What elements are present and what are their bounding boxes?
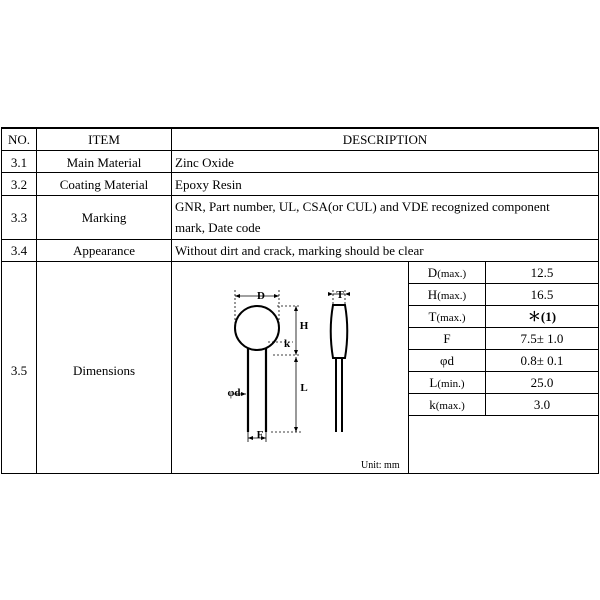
- dim-row-d-value: 12.5: [530, 265, 554, 280]
- dim-row-t-label: [409, 309, 485, 326]
- label-h: H: [299, 320, 309, 332]
- dim-row-h-label: [409, 287, 485, 304]
- dim-param: F: [443, 331, 451, 346]
- label-f: F: [256, 429, 264, 441]
- col-divider-item: [171, 127, 172, 474]
- row-3-3-item: Marking: [81, 210, 127, 225]
- dim-row-rule-2: [408, 305, 598, 306]
- dim-row-l-label: [409, 375, 485, 392]
- dim-param: H: [427, 287, 438, 302]
- dim-param: k: [429, 397, 436, 412]
- label-l: L: [300, 382, 308, 394]
- row-3-5-item: Dimensions: [72, 363, 136, 378]
- table-header-rule: [1, 150, 599, 151]
- row-rule-3-1: [1, 172, 599, 173]
- table-right-border: [598, 127, 599, 474]
- row-3-1-no: 3.1: [10, 155, 28, 170]
- row-3-4-item: Appearance: [72, 243, 136, 258]
- dim-param: φd: [439, 353, 454, 368]
- row-3-1-description: Zinc Oxide: [175, 155, 234, 170]
- dim-row-k-value: 3.0: [533, 397, 551, 412]
- header-no: NO.: [7, 132, 31, 147]
- dim-qual: (max.): [437, 268, 467, 280]
- dim-row-rule-3: [408, 327, 598, 328]
- label-phi-d: φd: [227, 387, 241, 399]
- dim-row-l-value: 25.0: [530, 375, 554, 390]
- dim-param: D: [427, 265, 438, 280]
- dim-row-rule-5: [408, 371, 598, 372]
- dim-row-phid-value: 0.8± 0.1: [520, 353, 564, 368]
- row-3-3-description-line-2: mark, Date code: [175, 220, 261, 235]
- label-d: D: [257, 290, 265, 302]
- d-arrow-left: [235, 294, 240, 298]
- row-3-2-item: Coating Material: [59, 177, 149, 192]
- dim-row-rule-7: [408, 415, 598, 416]
- h-arrow-top: [294, 306, 298, 311]
- row-3-3-description-line-1: GNR, Part number, UL, CSA(or CUL) and VDE recognized component: [175, 199, 550, 214]
- header-description: DESCRIPTION: [342, 132, 428, 147]
- dim-row-phid-label: [409, 353, 485, 370]
- row-3-2-no: 3.2: [10, 177, 28, 192]
- varistor-dimension-drawing: [173, 262, 409, 474]
- row-3-3-no: 3.3: [10, 210, 28, 225]
- dim-qual: (max.): [437, 290, 467, 302]
- dim-row-h-value: 16.5: [530, 287, 554, 302]
- row-3-4-description: Without dirt and crack, marking should be clear: [175, 243, 424, 258]
- dim-qual: (max.): [436, 312, 466, 324]
- l-arrow-bottom: [294, 427, 298, 432]
- dim-param: L: [429, 375, 438, 390]
- t-arrow-left: [328, 292, 333, 296]
- row-rule-3-2: [1, 195, 599, 196]
- row-rule-3-3: [1, 239, 599, 240]
- unit-note: Unit: mm: [361, 460, 400, 471]
- row-3-5-no: 3.5: [10, 363, 28, 378]
- dim-row-d-label: [409, 265, 485, 282]
- table-top-border: [1, 127, 599, 129]
- label-t: T: [336, 289, 344, 301]
- h-arrow-bottom: [294, 350, 298, 355]
- varistor-disc-side-view: [331, 305, 348, 358]
- dim-row-rule-4: [408, 349, 598, 350]
- dim-row-f-label: [409, 331, 485, 348]
- row-3-4-no: 3.4: [10, 243, 28, 258]
- varistor-disc-front-view: [235, 306, 279, 350]
- dim-row-k-label: [409, 397, 485, 414]
- l-arrow-top: [294, 357, 298, 362]
- dim-qual: (max.): [435, 400, 465, 412]
- dim-row-t-value: ＊(1): [527, 309, 557, 324]
- row-3-2-description: Epoxy Resin: [175, 177, 242, 192]
- header-item: ITEM: [88, 132, 120, 147]
- d-arrow-right: [274, 294, 279, 298]
- dim-param: T: [428, 309, 437, 324]
- dim-row-rule-6: [408, 393, 598, 394]
- dim-row-rule-1: [408, 283, 598, 284]
- f-arrow-left: [248, 436, 253, 440]
- row-3-1-item: Main Material: [66, 155, 142, 170]
- label-k: k: [283, 338, 291, 350]
- dim-row-f-value: 7.5± 1.0: [520, 331, 564, 346]
- dim-qual: (min.): [437, 378, 465, 390]
